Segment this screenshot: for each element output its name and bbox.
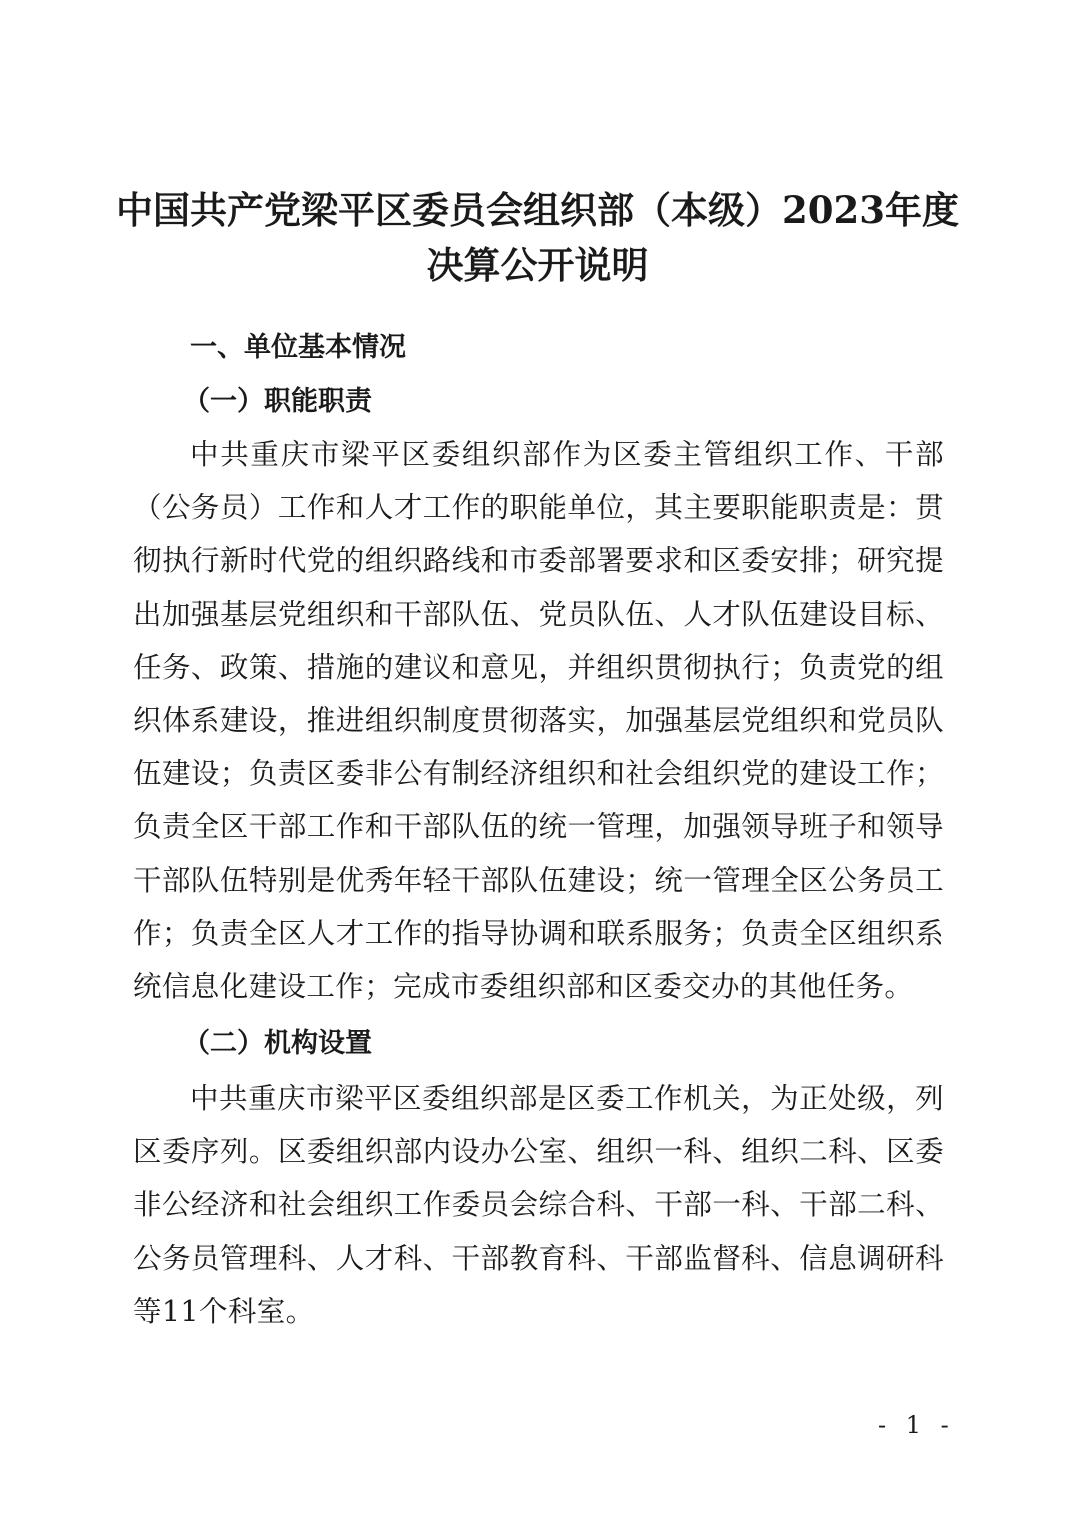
page-number: - 1 - [878, 1411, 955, 1439]
subsection-heading-structure: （二）机构设置 [183, 1028, 372, 1059]
document-title: 中国共产党梁平区委员会组织部（本级）2023年度决算公开说明 [116, 188, 959, 287]
section-heading: 一、单位基本情况 [190, 332, 406, 363]
paragraph-duties: 中共重庆市梁平区委组织部作为区委主管组织工作、干部（公务员）工作和人才工作的职能单位，其主要职能职责是：贯彻执行新时代党的组织路线和市委部署要求和区委安排；研究提出加强基层党组织和干部队伍、党员队伍、人才队伍建设目标、任务、政策、措施的建议和意见，并组织贯彻执行；负责党的组织体系建设，推进组织制度贯彻落实，加强基层党组织和党员队伍建设；负责区委非公有制经济组织和社会组织党的建设工作；负责全区干部工作和干部队伍的统一管理，加强领导班子和领导干部队伍特别是优秀年轻干部队伍建设；统一管理全区公务员工作；负责全区人才工作的指导协调和联系服务；负责全区组织系统信息化建设工作；完成市委组织部和区委交办的其他任务。 [133, 438, 944, 1004]
paragraph-structure: 中共重庆市梁平区委组织部是区委工作机关，为正处级，列区委序列。区委组织部内设办公室、组织一科、组织二科、区委非公经济和社会组织工作委员会综合科、干部一科、干部二科、公务员管理科、人才科、干部教育科、干部监督科、信息调研科等11个科室。 [133, 1082, 944, 1328]
subsection-heading-duties: （一）职能职责 [183, 386, 372, 417]
